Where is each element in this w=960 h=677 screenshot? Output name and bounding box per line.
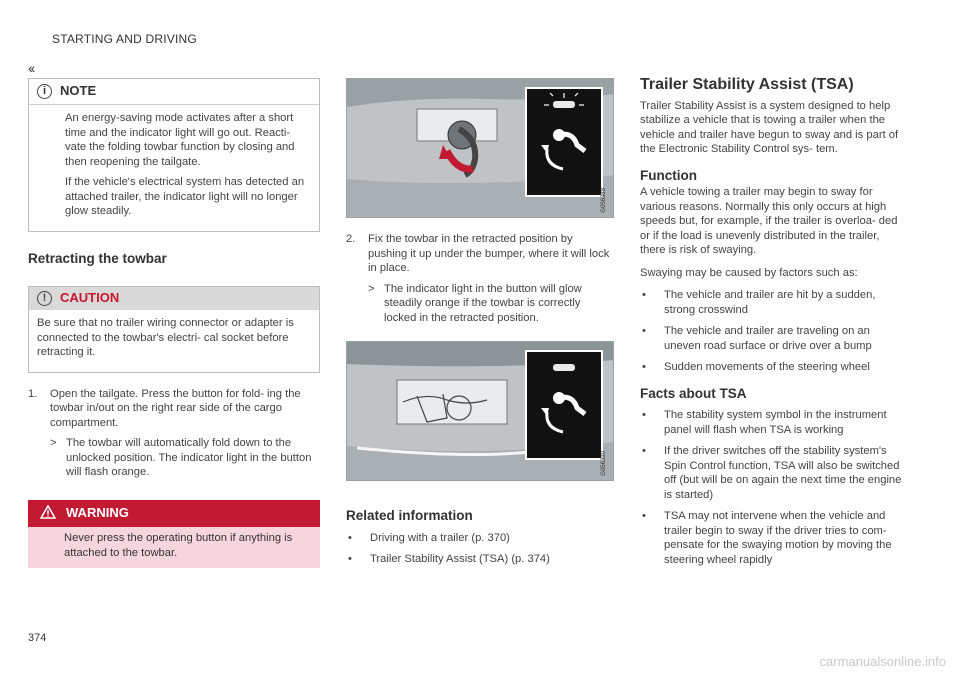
list-item (640, 360, 908, 375)
caution-exclamation-icon: ! (37, 291, 52, 306)
warning-header (28, 500, 320, 528)
facts-heading: Facts about TSA (640, 385, 747, 401)
list-item-text: The stability system symbol in the instrument panel will flash when TSA is working (664, 409, 887, 436)
related-link[interactable] (346, 531, 614, 546)
towbar-button-icon (527, 89, 601, 195)
note-title: NOTE (60, 83, 97, 99)
column-right (640, 78, 908, 567)
list-item-text: If the driver switches off the stability system's Spin Control function, TSA will also be switched off (but will be on again the next time the engine is started) (664, 445, 902, 501)
bullet: • (348, 553, 352, 565)
tsa-intro: Trailer Stability Assist is a system designed to help stabilize a vehicle that is towing a trailer when the vehicle and trailer have begun to sway and is part of the Electronic Stability Control sys- tem. (640, 99, 899, 155)
caution-box (28, 286, 320, 373)
result-arrow-icon: > (50, 437, 57, 449)
figure-code: G056388 (600, 188, 607, 213)
step-2 (346, 232, 614, 276)
result-arrow-icon: > (368, 282, 375, 295)
column-middle (346, 78, 614, 567)
note-paragraph: If the vehicle's electrical system has detected an attached trailer, the indicator light will no longer glow steadily. (65, 176, 305, 217)
list-item (640, 288, 908, 317)
related-link-text[interactable]: Driving with a trailer (p. 370) (370, 531, 510, 544)
bullet: • (642, 445, 646, 457)
bullet: • (642, 325, 646, 337)
step-text: Open the tailgate. Press the button for fold- ing the towbar in/out on the right rear side of the cargo compartment. (50, 387, 301, 429)
previous-page-chevron-icon[interactable]: ‹‹ (28, 60, 34, 76)
function-heading: Function (640, 167, 697, 183)
related-link[interactable] (346, 552, 614, 567)
caution-title: CAUTION (60, 290, 120, 306)
page-number: 374 (28, 632, 47, 644)
towbar-button-panel (525, 87, 603, 197)
list-item-text: TSA may not intervene when the vehicle and trailer begin to sway if the driver tries to com- pensate for the swaying motion by moving the steering wheel rapidly (664, 510, 892, 566)
tsa-title: Trailer Stability Assist (TSA) (640, 76, 854, 93)
warning-triangle-icon (40, 505, 56, 523)
towbar-button-icon (527, 352, 601, 458)
note-box (28, 78, 320, 232)
list-item (640, 509, 908, 567)
step-1 (28, 387, 320, 431)
function-text: A vehicle towing a trailer may begin to sway for various reasons. Normally this only occurs at high speeds but, for example, if the trailer is overloa- ded or if the load is unevenly distributed in the trailer, there is risk of swaying. (640, 186, 898, 256)
step-2-result (368, 282, 614, 326)
retracting-heading: Retracting the towbar (28, 250, 167, 266)
column-left (28, 78, 320, 568)
step-1-result (50, 436, 320, 480)
step-number: 1. (28, 387, 38, 400)
towbar-retract-illustration (346, 78, 614, 218)
caution-header (29, 287, 319, 310)
step-number: 2. (346, 233, 356, 245)
list-item (640, 324, 908, 353)
section-header: STARTING AND DRIVING (52, 32, 197, 46)
list-item-text: The vehicle and trailer are traveling on an uneven road surface or drive over a bump (664, 325, 872, 352)
bullet: • (642, 361, 646, 373)
bullet: • (348, 531, 352, 544)
related-link-text[interactable]: Trailer Stability Assist (TSA) (p. 374) (370, 553, 550, 565)
towbar-button-panel (525, 350, 603, 460)
watermark: carmanualsonline.info (819, 654, 946, 669)
warning-box (28, 500, 320, 569)
bullet: • (642, 510, 646, 522)
bullet: • (642, 289, 646, 301)
warning-text: Never press the operating button if anything is attached to the towbar. (64, 532, 293, 559)
note-header (29, 79, 319, 105)
info-icon: i (37, 84, 52, 99)
note-body (29, 111, 319, 219)
towbar-locked-illustration (346, 341, 614, 481)
figure-code: G056390 (600, 451, 607, 476)
list-item-text: Sudden movements of the steering wheel (664, 361, 870, 373)
step-text: Fix the towbar in the retracted position by pushing it up under the bumper, where it will lock in place. (368, 233, 610, 274)
bullet: • (642, 409, 646, 421)
note-paragraph: An energy-saving mode activates after a short time and the indicator light will go out. Reacti- vate the folding towbar function by closing and then reopening the tailgate. (65, 112, 295, 168)
result-text: The indicator light in the button will glow steadily orange if the towbar is correctly locked in the retracted position. (384, 282, 582, 324)
list-item-text: The vehicle and trailer are hit by a sudden, strong crosswind (664, 289, 876, 316)
swaying-intro: Swaying may be caused by factors such as: (640, 266, 858, 279)
list-item (640, 408, 908, 437)
result-text: The towbar will automatically fold down to the unlocked position. The indicator light in the button will flash orange. (66, 437, 312, 478)
list-item (640, 444, 908, 502)
related-heading: Related information (346, 508, 473, 523)
warning-title: WARNING (66, 505, 129, 520)
caution-text: Be sure that no trailer wiring connector or adapter is connected to the towbar's electri- cal socket before retracting it. (37, 317, 294, 358)
